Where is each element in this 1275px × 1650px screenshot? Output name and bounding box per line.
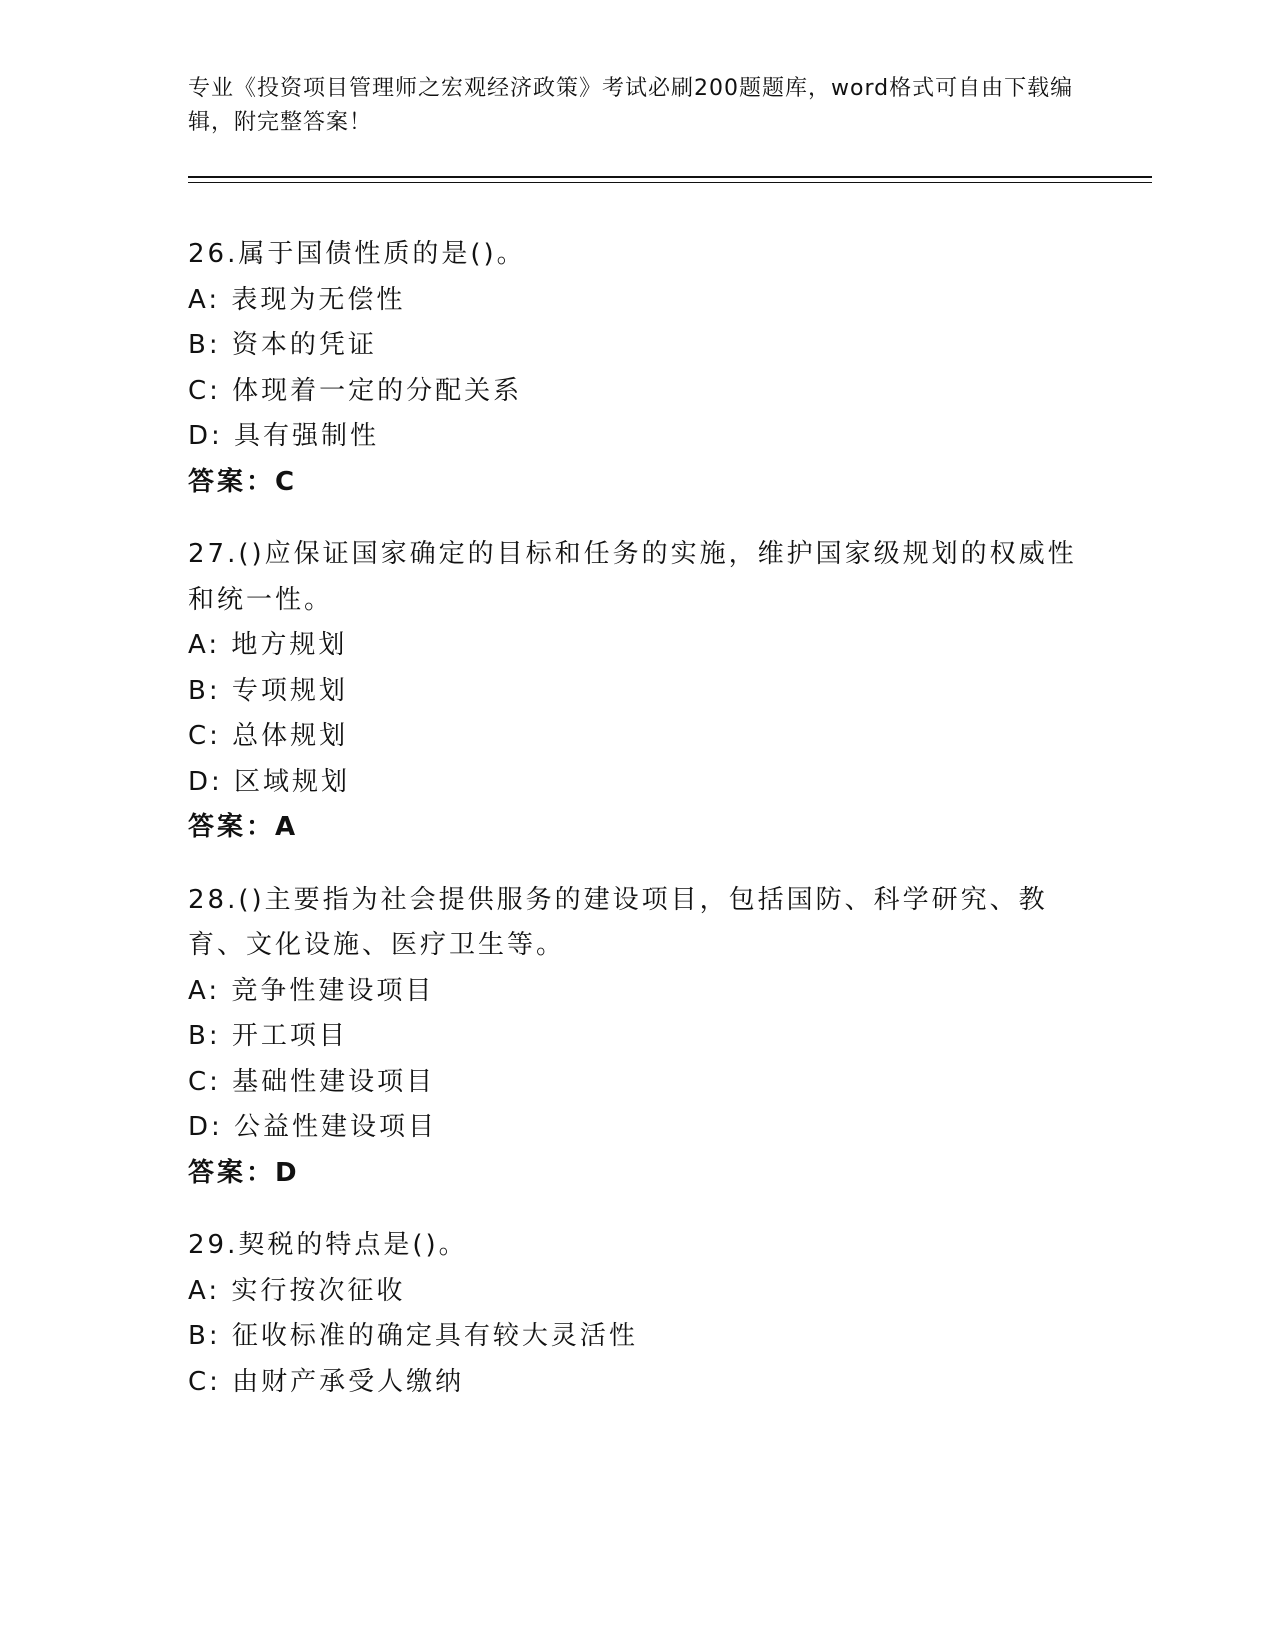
question-text: 28.()主要指为社会提供服务的建设项目，包括国防、科学研究、教育、文化设施、医疗卫生等。 (188, 884, 1048, 960)
option-b: B: 资本的凭证 (188, 330, 377, 360)
question-29 (188, 1223, 1088, 1405)
option-d: D: 公益性建设项目 (188, 1112, 438, 1142)
option-c: C: 基础性建设项目 (188, 1066, 436, 1097)
option-b: B: 开工项目 (188, 1021, 348, 1051)
question-list (188, 232, 1088, 1432)
question-text: 27.()应保证国家确定的目标和任务的实施，维护国家级规划的权威性和统一性。 (188, 539, 1077, 615)
document-header: 专业《投资项目管理师之宏观经济政策》考试必刷200题题库，word格式可自由下载编辑，附完整答案！ (188, 76, 1074, 135)
question-26 (188, 232, 1088, 505)
option-a: A: 地方规划 (188, 630, 348, 660)
option-d: D: 区域规划 (188, 766, 351, 797)
option-b: B: 专项规划 (188, 675, 348, 706)
question-text: 29.契税的特点是()。 (188, 1230, 468, 1260)
option-c: C: 由财产承受人缴纳 (188, 1366, 465, 1397)
option-a: A: 表现为无偿性 (188, 284, 406, 315)
question-27 (188, 532, 1088, 851)
option-c: C: 总体规划 (188, 721, 349, 751)
option-d: D: 具有强制性 (188, 421, 380, 451)
answer: 答案：C (188, 466, 298, 497)
option-c: C: 体现着一定的分配关系 (188, 375, 523, 406)
option-a: A: 竞争性建设项目 (188, 975, 435, 1006)
option-a: A: 实行按次征收 (188, 1275, 406, 1306)
header-rule-thin (188, 182, 1152, 183)
question-text: 26.属于国债性质的是()。 (188, 239, 526, 269)
option-b: B: 征收标准的确定具有较大灵活性 (188, 1321, 638, 1351)
question-28 (188, 878, 1088, 1197)
answer: 答案：A (188, 812, 299, 842)
answer: 答案：D (188, 1157, 300, 1188)
header-rule-thick (188, 176, 1152, 178)
